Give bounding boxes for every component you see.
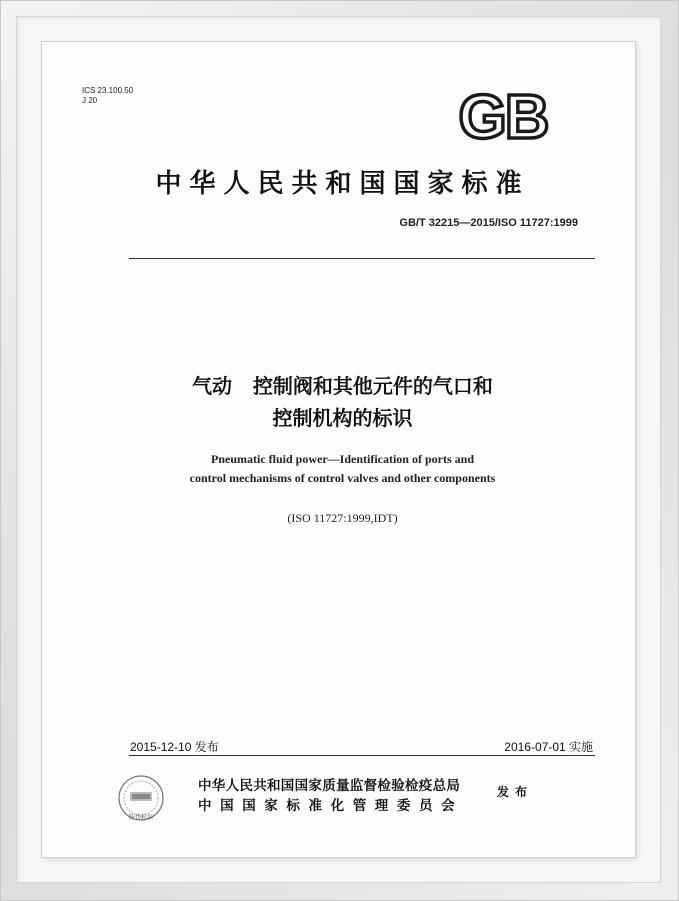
ccs-code: J 20 [82, 96, 98, 105]
english-title-line-2: control mechanisms of control valves and other components [189, 471, 496, 485]
classification-codes [82, 86, 133, 106]
implementation-date: 2016-07-01 实施 [504, 740, 593, 754]
bottom-divider [129, 755, 595, 756]
ics-code: ICS 23.100.50 [82, 86, 134, 95]
gb-logo-graphic [446, 88, 560, 144]
chinese-title-line-2: 控制机构的标识 [272, 406, 413, 430]
iso-reference: (ISO 11727:1999,IDT) [287, 511, 398, 525]
english-title-line-1: Pneumatic fluid power—Identification of ports and [210, 452, 474, 466]
publisher-aqsiq: 中华人民共和国国家质量监督检验检疫总局 [198, 778, 461, 794]
issue-date: 2015-12-10 发布 [130, 740, 219, 754]
publish-label: 发布 [497, 785, 534, 799]
gb-logo-lettering: GB [458, 88, 548, 144]
anti-counterfeit-seal-icon [112, 772, 170, 830]
chinese-title-line-1: 气动 控制阀和其他元件的气口和 [192, 374, 493, 398]
national-standard-title: 中华人民共和国国家标准 [155, 169, 530, 199]
seal-graphic [112, 772, 170, 830]
publisher-sac: 中国国家标准化管理委员会 [198, 798, 464, 814]
gb-logo [446, 88, 560, 144]
standard-number: GB/T 32215—2015/ISO 11727:1999 [399, 217, 578, 229]
seal-caption: 防伪标识 [128, 814, 153, 821]
top-divider [129, 258, 595, 259]
